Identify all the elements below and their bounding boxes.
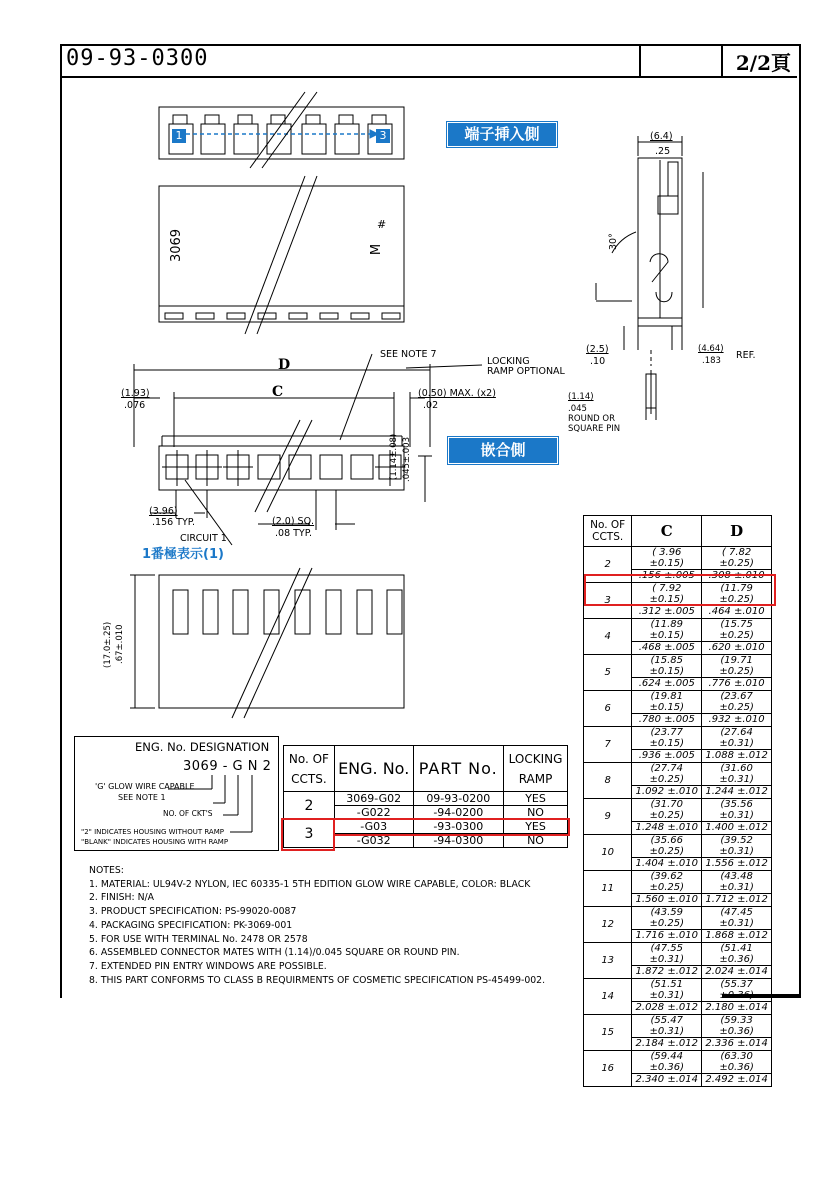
document-number: 09-93-0300 xyxy=(66,46,209,71)
notes-section xyxy=(89,864,545,987)
cd-ccts: 11 xyxy=(584,871,632,907)
side-view-outline xyxy=(159,186,404,322)
cavity-first-label: 1 xyxy=(172,129,186,143)
ckt-count-label: NO. OF CKT'S xyxy=(163,809,213,818)
glow-wire-label: 'G' GLOW WIRE CAPABLE xyxy=(95,782,195,791)
see-note-1: SEE NOTE 1 xyxy=(118,793,166,802)
dim-170: (17.0±.25) xyxy=(103,621,113,668)
eng-cell: YES xyxy=(504,792,568,806)
eng-cell: NO xyxy=(504,834,568,848)
highlight-ccts-3 xyxy=(281,818,335,851)
circuit-1-label: CIRCUIT 1 xyxy=(180,533,227,544)
cd-row xyxy=(584,727,772,763)
dim-64: (6.4) xyxy=(650,131,673,142)
dim-c-label: C xyxy=(272,384,284,400)
cd-header-c: C xyxy=(632,516,702,547)
note-item: 3. PRODUCT SPECIFICATION: PS-99020-0087 xyxy=(89,906,297,918)
dim-25b: (2.5) xyxy=(586,344,609,355)
cd-c-value: $\frac{(47.55 \pm 0.31)}{1.872 \pm.012}$ xyxy=(632,943,702,979)
cd-d-value: $\frac{(35.56 \pm 0.31)}{1.400 \pm.012}$ xyxy=(702,799,772,835)
dim-pin-045: .045 xyxy=(568,404,587,414)
eng-cell: NO xyxy=(504,806,568,820)
cd-d-value: $\frac{( 7.82 \pm 0.25)}{.308 \pm.010}$ xyxy=(702,547,772,583)
housing-no-ramp-label: "2" INDICATES HOUSING WITHOUT RAMP xyxy=(81,828,224,836)
pin1-indicator-label: 1番極表示(1) xyxy=(142,547,224,562)
cd-d-value: $\frac{(23.67 \pm 0.25)}{.932 \pm.010}$ xyxy=(702,691,772,727)
cd-row xyxy=(584,691,772,727)
eng-cell: 3069-G02 xyxy=(334,792,413,806)
cd-d-value: $\frac{(63.30 \pm 0.36)}{2.492 \pm.014}$ xyxy=(702,1051,772,1087)
bottom-view-outline xyxy=(159,575,404,708)
dim-25: .25 xyxy=(655,146,671,157)
ref-label: REF. xyxy=(736,350,756,361)
cd-c-value: $\frac{(19.81 \pm 0.15)}{.780 \pm.005}$ xyxy=(632,691,702,727)
cd-c-value: $\frac{(55.47 \pm 0.31)}{2.184 \pm.012}$ xyxy=(632,1015,702,1051)
note-item: 2. FINISH: N/A xyxy=(89,892,155,904)
cd-ccts: 10 xyxy=(584,835,632,871)
cd-row xyxy=(584,1015,772,1051)
insertion-side-label: 端子挿入側 xyxy=(447,122,557,147)
cavity-last-label: 3 xyxy=(376,129,390,143)
eng-ccts-3: 3 xyxy=(284,820,335,848)
cd-row xyxy=(584,1051,772,1087)
dim-156: .156 TYP. xyxy=(152,517,196,528)
housing-ramp-label: "BLANK" INDICATES HOUSING WITH RAMP xyxy=(81,838,229,846)
note-item: 1. MATERIAL: UL94V-2 NYLON, IEC 60335-1 5TH EDITION GLOW WIRE CAPABLE, COLOR: BLACK xyxy=(89,878,531,890)
dim-464: (4.64) xyxy=(698,344,724,354)
cd-d-value: $\frac{(55.37 \pm 0.36)}{2.180 \pm.014}$ xyxy=(702,979,772,1015)
note-item: 4. PACKAGING SPECIFICATION: PK-3069-001 xyxy=(89,919,293,931)
locking-label: LOCKING xyxy=(487,356,530,367)
cd-c-value: $\frac{(39.62 \pm 0.25)}{1.560 \pm.010}$ xyxy=(632,871,702,907)
eng-header-partno: PART No. xyxy=(413,746,504,792)
dim-10: .10 xyxy=(590,356,606,367)
cd-c-value: $\frac{( 3.96 \pm 0.15)}{.156 \pm.005}$ xyxy=(632,547,702,583)
dim-pin-114: (1.14) xyxy=(568,392,594,402)
highlight-cd-row-3 xyxy=(584,574,776,606)
cd-row xyxy=(584,871,772,907)
cd-ccts: 4 xyxy=(584,619,632,655)
eng-cell: 09-93-0200 xyxy=(413,792,504,806)
ramp-optional-label: RAMP OPTIONAL xyxy=(487,366,565,377)
pin-windows xyxy=(162,450,405,486)
note-item: 8. THIS PART CONFORMS TO CLASS B REQUIRMENTS OF COSMETIC SPECIFICATION PS-45499-002. xyxy=(89,974,546,986)
cd-d-value: $\frac{(11.79 \pm 0.25)}{.464 \pm.010}$ xyxy=(702,583,772,619)
dim-08: .08 TYP. xyxy=(275,528,313,539)
eng-header-ramp: LOCKING RAMP xyxy=(504,746,568,792)
mold-hash: # xyxy=(377,218,387,231)
dim-02: .02 xyxy=(423,400,439,411)
dim-114: (1.14±.08) xyxy=(389,433,399,480)
pin-square-label: SQUARE PIN xyxy=(568,424,621,434)
cd-row xyxy=(584,979,772,1015)
cd-c-value: $\frac{(11.89 \pm 0.15)}{.468 \pm.005}$ xyxy=(632,619,702,655)
cd-ccts: 3 xyxy=(584,583,632,619)
cd-ccts: 5 xyxy=(584,655,632,691)
cd-ccts: 13 xyxy=(584,943,632,979)
eng-cell: -94-0300 xyxy=(413,834,504,848)
cd-ccts: 14 xyxy=(584,979,632,1015)
cd-row xyxy=(584,907,772,943)
cd-row xyxy=(584,655,772,691)
eng-ccts-2: 2 xyxy=(284,792,335,820)
cd-ccts: 2 xyxy=(584,547,632,583)
cd-row xyxy=(584,799,772,835)
cd-d-value: $\frac{(27.64 \pm 0.31)}{1.088 \pm.012}$ xyxy=(702,727,772,763)
dim-076: .076 xyxy=(124,400,146,411)
cd-row xyxy=(584,943,772,979)
dim-183: .183 xyxy=(702,356,721,366)
cd-row xyxy=(584,763,772,799)
cd-header-d: D xyxy=(702,516,772,547)
cd-c-value: $\frac{(27.74 \pm 0.25)}{1.092 \pm.010}$ xyxy=(632,763,702,799)
cd-c-value: $\frac{(31.70 \pm 0.25)}{1.248 \pm.010}$ xyxy=(632,799,702,835)
cd-ccts: 7 xyxy=(584,727,632,763)
cd-row xyxy=(584,619,772,655)
cd-c-value: $\frac{(23.77 \pm 0.15)}{.936 \pm.005}$ xyxy=(632,727,702,763)
pin-round-label: ROUND OR xyxy=(568,414,616,424)
cd-ccts: 9 xyxy=(584,799,632,835)
cd-row xyxy=(584,835,772,871)
cd-ccts: 12 xyxy=(584,907,632,943)
angle-30: 30° xyxy=(608,233,619,250)
eng-header-engno: ENG. No. xyxy=(334,746,413,792)
designation-block xyxy=(74,736,279,851)
eng-cell: YES xyxy=(504,820,568,834)
note-item: 7. EXTENDED PIN ENTRY WINDOWS ARE POSSIBLE. xyxy=(89,960,327,972)
cd-c-value: $\frac{(35.66 \pm 0.25)}{1.404 \pm.010}$ xyxy=(632,835,702,871)
eng-header-ccts: No. OF CCTS. xyxy=(284,746,335,792)
cd-ccts: 16 xyxy=(584,1051,632,1087)
cd-d-value: $\frac{(43.48 \pm 0.31)}{1.712 \pm.012}$ xyxy=(702,871,772,907)
eng-cell: -94-0200 xyxy=(413,806,504,820)
see-note-7: SEE NOTE 7 xyxy=(380,349,437,360)
cd-header-ccts: No. OF CCTS. xyxy=(584,516,632,547)
note-item: 5. FOR USE WITH TERMINAL No. 2478 OR 2578 xyxy=(89,933,308,945)
cd-c-value: $\frac{(51.51 \pm 0.31)}{2.028 \pm.012}$ xyxy=(632,979,702,1015)
dim-067: .67±.010 xyxy=(115,624,125,664)
eng-cell: -G032 xyxy=(334,834,413,848)
cd-d-value: $\frac{(15.75 \pm 0.25)}{.620 \pm.010}$ xyxy=(702,619,772,655)
cd-d-value: $\frac{(51.41 \pm 0.36)}{2.024 \pm.014}$ xyxy=(702,943,772,979)
cd-d-value: $\frac{(47.45 \pm 0.31)}{1.868 \pm.012}$ xyxy=(702,907,772,943)
cd-d-value: $\frac{(59.33 \pm 0.36)}{2.336 \pm.014}$ xyxy=(702,1015,772,1051)
eng-cell: -G03 xyxy=(334,820,413,834)
cd-c-value: $\frac{(43.59 \pm 0.25)}{1.716 \pm.010}$ xyxy=(632,907,702,943)
mold-mark: M xyxy=(369,243,385,256)
designation-code: 3069 - G N 2 xyxy=(183,759,272,774)
cd-ccts: 8 xyxy=(584,763,632,799)
dim-396: (3.96) xyxy=(149,506,178,517)
mating-side-label: 嵌合側 xyxy=(448,437,558,464)
dim-d-label: D xyxy=(278,357,291,373)
note-item: 6. ASSEMBLED CONNECTOR MATES WITH (1.14)/0.045 SQUARE OR ROUND PIN. xyxy=(89,947,460,959)
eng-cell: -93-0300 xyxy=(413,820,504,834)
dim-050: (0.50) MAX. (x2) xyxy=(418,388,496,399)
notes-title: NOTES: xyxy=(89,865,124,876)
page-number: 2/2頁 xyxy=(735,51,791,75)
cd-d-value: $\frac{(31.60 \pm 0.31)}{1.244 \pm.012}$ xyxy=(702,763,772,799)
dim-20sq: (2.0) SQ. xyxy=(272,516,315,527)
cd-ccts: 15 xyxy=(584,1015,632,1051)
cd-c-value: $\frac{( 7.92 \pm 0.15)}{.312 \pm.005}$ xyxy=(632,583,702,619)
designation-leaders xyxy=(75,737,278,850)
part-mark: 3069 xyxy=(169,228,185,263)
cd-d-value: $\frac{(39.52 \pm 0.31)}{1.556 \pm.012}$ xyxy=(702,835,772,871)
cd-c-value: $\frac{(15.85 \pm 0.15)}{.624 \pm.005}$ xyxy=(632,655,702,691)
designation-title: ENG. No. DESIGNATION xyxy=(135,740,270,754)
cd-ccts: 6 xyxy=(584,691,632,727)
cd-d-value: $\frac{(19.71 \pm 0.25)}{.776 \pm.010}$ xyxy=(702,655,772,691)
cd-c-value: $\frac{(59.44 \pm 0.36)}{2.340 \pm.014}$ xyxy=(632,1051,702,1087)
eng-cell: -G022 xyxy=(334,806,413,820)
dim-193: (1.93) xyxy=(121,388,150,399)
highlight-row-3 xyxy=(333,818,570,836)
dim-045: .045±.003 xyxy=(402,437,412,482)
